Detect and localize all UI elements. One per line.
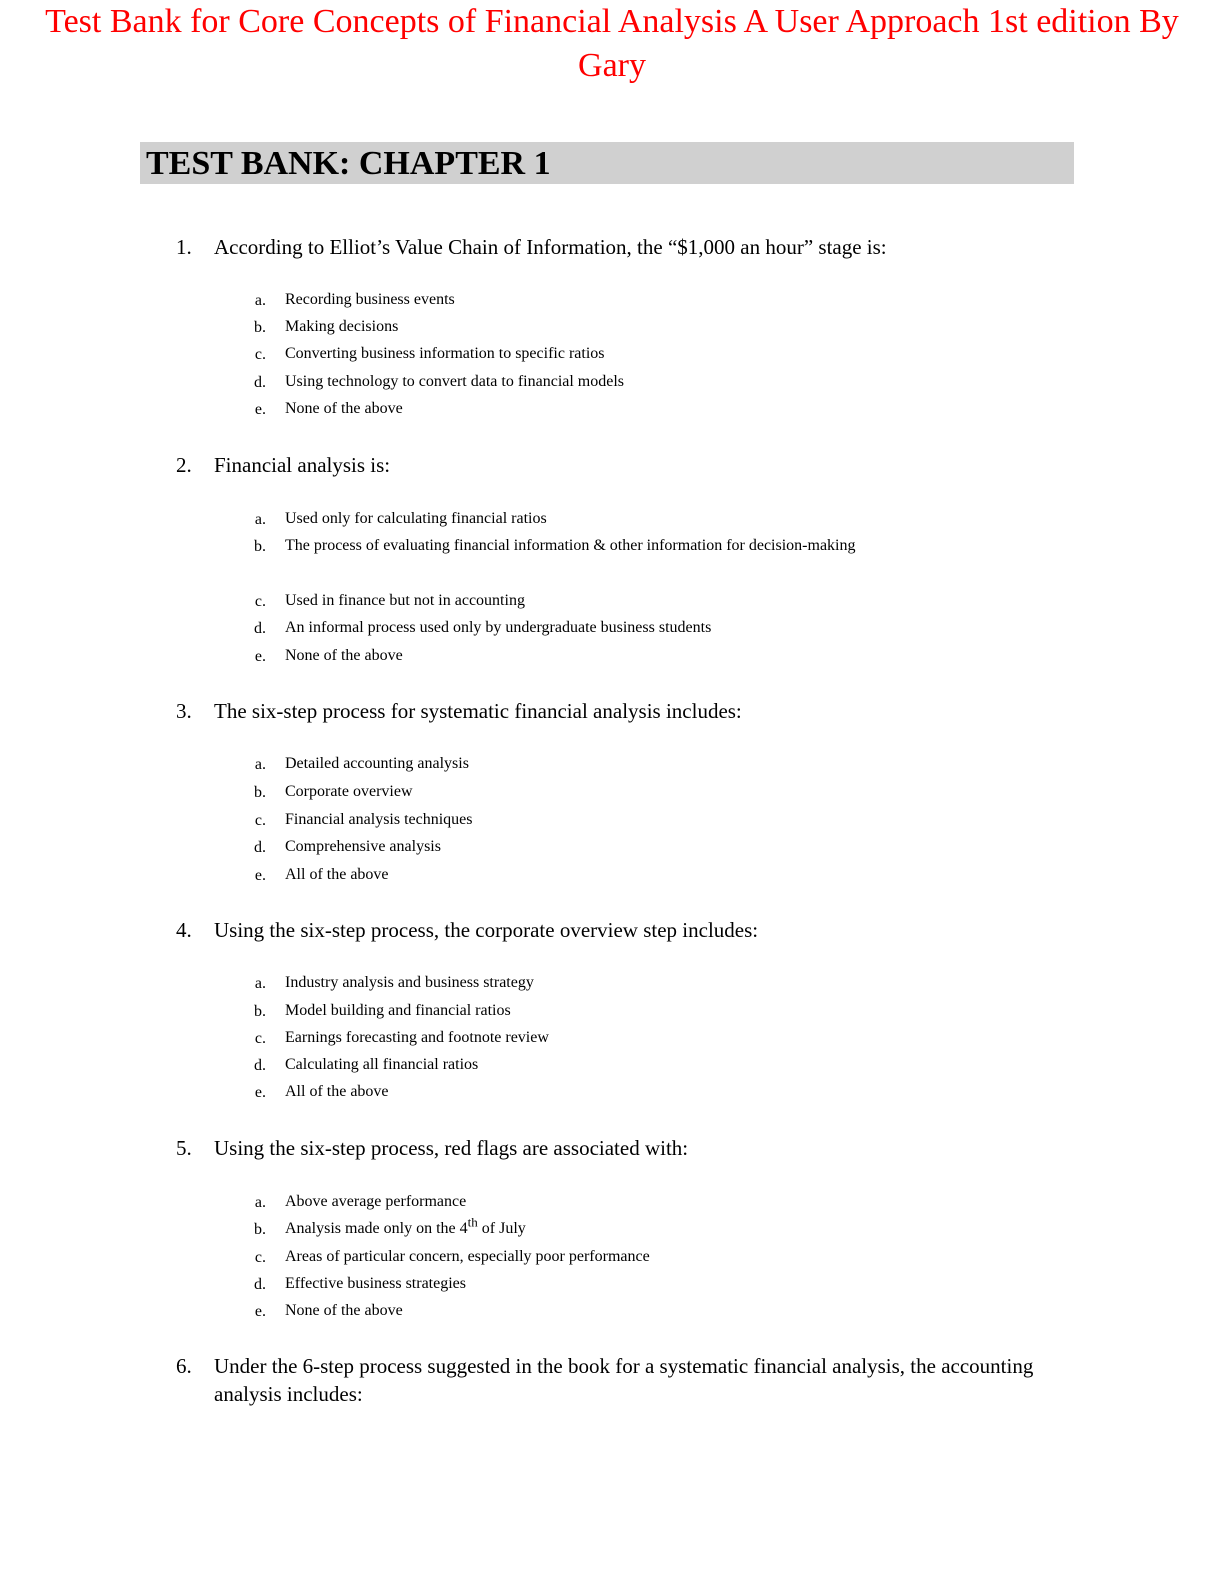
option-c [0, 341, 1224, 369]
option-letter: b. [254, 538, 266, 555]
option-text: Model building and financial ratios [285, 1002, 511, 1019]
option-d [0, 615, 1224, 643]
question-number: 1. [176, 235, 192, 259]
question-text: Using the six-step process, red flags are associated with: [214, 1136, 689, 1160]
option-text: The process of evaluating financial information & other information for decision-making [285, 537, 856, 554]
option-text: Calculating all financial ratios [285, 1056, 479, 1073]
option-text: All of the above [285, 1083, 389, 1100]
option-letter: a. [254, 292, 266, 309]
option-letter: d. [254, 1276, 266, 1293]
option-letter: c. [254, 1249, 266, 1266]
option-text-part: of July [477, 1220, 526, 1237]
option-text: Industry analysis and business strategy [285, 974, 534, 991]
question-text: Financial analysis is: [214, 453, 391, 477]
option-c [0, 1244, 1224, 1272]
option-e [0, 1079, 1224, 1107]
option-letter: c. [254, 812, 266, 829]
option-b [0, 533, 1224, 587]
option-b [0, 998, 1224, 1026]
option-letter: e. [254, 867, 266, 884]
option-text: None of the above [285, 1302, 403, 1319]
option-c [0, 807, 1224, 835]
option-text: Comprehensive analysis [285, 838, 441, 855]
option-b [0, 314, 1224, 342]
question-number: 5. [176, 1136, 192, 1160]
option-c [0, 1025, 1224, 1053]
option-e [0, 862, 1224, 890]
chapter-heading-bar [140, 142, 1074, 184]
option-letter: e. [254, 1084, 266, 1101]
option-text: Above average performance [285, 1193, 467, 1210]
option-letter: c. [254, 1030, 266, 1047]
option-text: An informal process used only by undergraduate business students [285, 619, 712, 636]
option-e [0, 396, 1224, 424]
question-text: The six-step process for systematic financial analysis includes: [214, 699, 742, 723]
option-d [0, 369, 1224, 397]
option-d [0, 1052, 1224, 1080]
question-number: 2. [176, 453, 192, 477]
question-text: According to Elliot’s Value Chain of Information, the “$1,000 an hour” stage is: [214, 235, 887, 259]
option-d [0, 1271, 1224, 1299]
option-text: None of the above [285, 647, 403, 664]
option-letter: a. [254, 1194, 266, 1211]
option-text: Areas of particular concern, especially poor performance [285, 1248, 650, 1265]
question-number: 3. [176, 699, 192, 723]
option-letter: a. [254, 756, 266, 773]
option-text: Detailed accounting analysis [285, 755, 469, 772]
option-letter: b. [254, 784, 266, 801]
option-text: All of the above [285, 866, 389, 883]
option-d [0, 834, 1224, 862]
option-e [0, 1298, 1224, 1326]
option-text: Converting business information to specific ratios [285, 345, 605, 362]
option-text: Corporate overview [285, 783, 413, 800]
option-text [285, 1216, 1075, 1242]
option-text: Effective business strategies [285, 1275, 466, 1292]
option-c [0, 588, 1224, 616]
option-letter: d. [254, 374, 266, 391]
option-a [0, 751, 1224, 779]
option-letter: b. [254, 319, 266, 336]
ordinal-superscript: th [467, 1214, 478, 1230]
option-text-part: Analysis made only on the 4 [285, 1220, 468, 1237]
option-text: Earnings forecasting and footnote review [285, 1029, 549, 1046]
option-text: Recording business events [285, 291, 455, 308]
option-letter: e. [254, 648, 266, 665]
option-letter: a. [254, 511, 266, 528]
option-a [0, 970, 1224, 998]
option-text: Used only for calculating financial ratios [285, 510, 547, 527]
option-letter: b. [254, 1003, 266, 1020]
option-letter: e. [254, 1303, 266, 1320]
option-text: Using technology to convert data to financial models [285, 373, 625, 390]
option-text: Financial analysis techniques [285, 811, 473, 828]
option-e [0, 643, 1224, 671]
option-letter: b. [254, 1221, 266, 1238]
option-letter: a. [254, 975, 266, 992]
chapter-heading: TEST BANK: CHAPTER 1 [146, 145, 551, 182]
option-b [0, 1216, 1224, 1244]
option-letter: d. [254, 620, 266, 637]
option-a [0, 1189, 1224, 1217]
question-text: Using the six-step process, the corporate overview step includes: [214, 918, 759, 942]
option-text: Making decisions [285, 318, 399, 335]
question-number: 6. [176, 1354, 192, 1378]
option-letter: d. [254, 839, 266, 856]
option-letter: e. [254, 401, 266, 418]
question-text: Under the 6-step process suggested in the book for a systematic financial analysis, the accounting analysis includes: [214, 1354, 1034, 1406]
option-text: Used in finance but not in accounting [285, 592, 525, 609]
option-a [0, 287, 1224, 315]
question-number: 4. [176, 918, 192, 942]
document-title: Test Bank for Core Concepts of Financial Analysis A User Approach 1st edition By Gary [45, 3, 1179, 84]
option-text: None of the above [285, 400, 403, 417]
option-letter: c. [254, 593, 266, 610]
option-a [0, 506, 1224, 534]
option-b [0, 779, 1224, 807]
option-letter: c. [254, 346, 266, 363]
option-letter: d. [254, 1057, 266, 1074]
